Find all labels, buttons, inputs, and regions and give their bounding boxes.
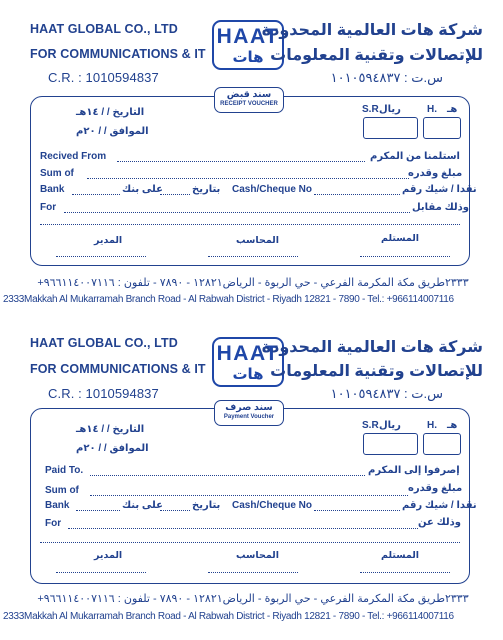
- company-cr-en: C.R. : 1010594837: [48, 386, 159, 401]
- bank-line[interactable]: [76, 510, 120, 511]
- receiver-signature-line[interactable]: [360, 256, 450, 257]
- received-from-label-en: Recived From: [40, 151, 107, 162]
- company-division-ar: للإتصالات وتقنية المعلومات: [270, 47, 483, 64]
- manager-signature-line[interactable]: [56, 256, 146, 257]
- receiver-label: المستلم: [381, 550, 420, 561]
- cheque-date-label-ar: بتاريخ: [192, 500, 221, 511]
- sum-label-ar: مبلغ وقدره: [408, 168, 463, 179]
- manager-label: المدير: [94, 235, 123, 246]
- riyal-label-en: S.R: [362, 420, 379, 431]
- bank-line[interactable]: [72, 194, 120, 195]
- badge-title-ar: سند قبض: [226, 89, 272, 100]
- for-label-ar: وذلك مقابل: [412, 202, 470, 213]
- footer-address-ar: ٢٣٣٣طريق مكة المكرمة الفرعي - حي الربوة - الرياض١٢٨٢١ - ٧٨٩٠ - تلفون : ٩٦٦١١٤٠٠٧١١٦+: [37, 593, 469, 605]
- for-label-en: For: [45, 518, 62, 529]
- company-cr-en: C.R. : 1010594837: [48, 70, 159, 85]
- riyal-label-en: S.R: [362, 104, 379, 115]
- hijri-date-field[interactable]: التاريخ / / ١٤هـ: [76, 107, 145, 118]
- sum-label-ar: مبلغ وقدره: [408, 483, 463, 494]
- hala-amount-box[interactable]: [423, 433, 461, 455]
- badge-title-en: RECEIPT VOUCHER: [220, 101, 278, 107]
- cheque-number-line[interactable]: [314, 510, 400, 511]
- cheque-date-label-ar: بتاريخ: [192, 184, 221, 195]
- logo-text-ar: هات: [232, 366, 264, 383]
- received-from-line[interactable]: [117, 161, 365, 162]
- receiver-signature-line[interactable]: [360, 572, 450, 573]
- paid-to-line[interactable]: [90, 475, 365, 476]
- bank-label-ar: على بنك: [122, 184, 163, 195]
- company-name-ar: شركة هات العالمية المحدودة: [261, 339, 483, 356]
- for-label-ar: وذلك عن: [418, 517, 462, 528]
- bank-label-ar: على بنك: [122, 500, 163, 511]
- for-line-2[interactable]: [40, 542, 460, 543]
- receipt-voucher: [0, 0, 503, 318]
- company-cr-ar: س.ت : ١٠١٠٥٩٤٨٣٧: [330, 70, 443, 85]
- footer-address-en: 2333Makkah Al Mukarramah Branch Road - Al Rabwah District - Riyadh 12821 - 7890 - Tel.: +966114007116: [3, 611, 454, 622]
- sum-line[interactable]: [90, 495, 408, 496]
- company-name-ar: شركة هات العالمية المحدودة: [261, 22, 483, 39]
- badge-title-en: Payment Voucher: [223, 414, 275, 420]
- hala-amount-box[interactable]: [423, 117, 461, 139]
- cash-cheque-label-en: Cash/Cheque No: [232, 500, 313, 511]
- accountant-label: المحاسب: [236, 550, 280, 561]
- company-division-ar: للإتصالات وتقنية المعلومات: [270, 363, 483, 380]
- hala-label-en: H.: [427, 420, 437, 431]
- logo-text-ar: هات: [232, 49, 264, 66]
- hijri-date-field[interactable]: التاريخ / / ١٤هـ: [76, 424, 145, 435]
- sum-label-en: Sum of: [45, 485, 79, 496]
- cash-cheque-label-ar: نقدا / شيك رقم: [402, 500, 477, 511]
- company-division-en: FOR COMMUNICATIONS & IT: [30, 362, 206, 376]
- hala-label-en: H.: [427, 104, 437, 115]
- company-name-en: HAAT GLOBAL CO., LTD: [30, 22, 178, 36]
- cheque-number-line[interactable]: [314, 194, 400, 195]
- sum-line[interactable]: [87, 178, 409, 179]
- riyal-label-ar: ريال: [379, 420, 401, 431]
- payment-voucher: [0, 320, 503, 638]
- riyal-amount-box[interactable]: [363, 117, 418, 139]
- bank-label-en: Bank: [45, 500, 70, 511]
- footer-address-en: 2333Makkah Al Mukarramah Branch Road - Al Rabwah District - Riyadh 12821 - 7890 - Tel.: +966114007116: [3, 294, 454, 305]
- receiver-label: المستلم: [381, 233, 420, 244]
- cash-cheque-label-en: Cash/Cheque No: [232, 184, 313, 195]
- accountant-label: المحاسب: [236, 235, 280, 246]
- company-division-en: FOR COMMUNICATIONS & IT: [30, 47, 206, 61]
- company-cr-ar: س.ت : ١٠١٠٥٩٤٨٣٧: [330, 386, 443, 401]
- received-from-label-ar: استلمنا من المكرم: [370, 151, 460, 162]
- manager-signature-line[interactable]: [56, 572, 146, 573]
- paid-to-label-ar: إصرفوا إلى المكرم: [368, 465, 460, 476]
- footer-address-ar: ٢٣٣٣طريق مكة المكرمة الفرعي - حي الربوة - الرياض١٢٨٢١ - ٧٨٩٠ - تلفون : ٩٦٦١١٤٠٠٧١١٦+: [37, 277, 469, 289]
- payment-badge: [214, 400, 284, 426]
- riyal-label-ar: ريال: [379, 104, 401, 115]
- hala-label-ar: هـ: [447, 104, 458, 115]
- company-name-en: HAAT GLOBAL CO., LTD: [30, 336, 178, 350]
- gregorian-date-field[interactable]: الموافق / / ٢٠م: [76, 443, 149, 454]
- hala-label-ar: هـ: [447, 420, 458, 431]
- for-line[interactable]: [64, 212, 410, 213]
- cheque-date-line[interactable]: [160, 194, 190, 195]
- for-line[interactable]: [68, 528, 418, 529]
- paid-to-label-en: Paid To.: [45, 465, 84, 476]
- accountant-signature-line[interactable]: [208, 256, 298, 257]
- sum-label-en: Sum of: [40, 168, 74, 179]
- cash-cheque-label-ar: نقدا / شيك رقم: [402, 184, 477, 195]
- logo-text-en: HAAT: [216, 342, 280, 365]
- bank-label-en: Bank: [40, 184, 65, 195]
- riyal-amount-box[interactable]: [363, 433, 418, 455]
- cheque-date-line[interactable]: [160, 510, 190, 511]
- manager-label: المدير: [94, 550, 123, 561]
- for-label-en: For: [40, 202, 57, 213]
- receipt-badge: [214, 87, 284, 113]
- logo-text-en: HAAT: [216, 25, 280, 48]
- accountant-signature-line[interactable]: [208, 572, 298, 573]
- badge-title-ar: سند صرف: [225, 402, 273, 413]
- for-line-2[interactable]: [40, 224, 460, 225]
- gregorian-date-field[interactable]: الموافق / / ٢٠م: [76, 126, 149, 137]
